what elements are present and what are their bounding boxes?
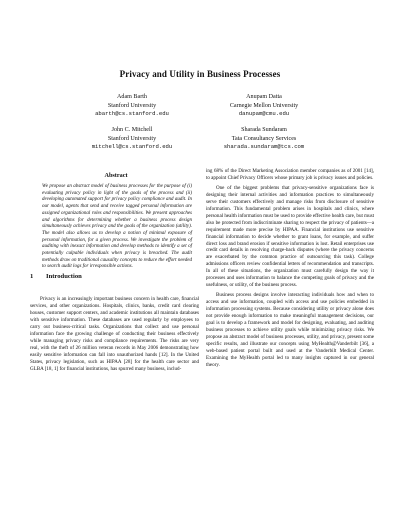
author-block <box>62 93 202 119</box>
paragraph: One of the biggest problems that privacy-sensitive organizations face is designing their internal activities and information practices to simultaneously serve their customers effectively and manage risks from disclosure of sensitive information. This fundamental problem arises in hospitals and clinics, where personal health information must be used to provide effective health care, but must also be protected from indiscriminate sharing to respect the privacy of patients—a requirement made more precise by HIPAA. Financial institutions use sensitive financial information to decide whether to grant loans, for example, and suffer direct loss and brand erosion if sensitive information is lost. Retail enterprises use credit card details in resolving charge-back disputes (where the privacy concerns are exacerbated by the common practice of outsourcing this task). College admissions officers review confidential letters of recommendation and transcripts. In all of these situations, the organization must carefully design the way it processes and uses information to balance the competing goals of privacy and the usefulness, or utility, of the business process. <box>206 184 374 289</box>
author-name: Adam Barth <box>117 94 147 100</box>
section-heading <box>30 273 200 280</box>
author-email: abarth@cs.stanford.edu <box>95 110 169 118</box>
section-number: 1 <box>30 273 34 280</box>
author-name: Sharada Sundaram <box>241 127 287 133</box>
author-block <box>194 126 334 152</box>
author-email: mitchell@cs.stanford.edu <box>91 143 173 151</box>
paragraph: Business process designs involve interacting individuals how and when to access and use information, coupled with access and use policies embedded in information processing systems. Because considering utility or privacy alone does not provide enough information to make meaningful management decisions, our goal is to develop a framework and model for designing, evaluating, and auditing business processes to achieve utility goals while minimizing privacy risks. We propose an abstract model of business processes, utility, and privacy, present some specific results, and illustrate our concepts using MyHealth@Vanderbilt [36], a web-based patient portal built and used at the Vanderbilt Medical Center. Examining the MyHealth portal led to many insights captured in our general theory. <box>206 292 374 368</box>
paragraph: ing 68% of the Direct Marketing Association member companies as of 2001 [14], to appoint Chief Privacy Officers whose primary job is privacy issues and policies. <box>206 168 374 181</box>
author-affiliation: Stanford University <box>107 102 157 109</box>
abstract-heading: Abstract <box>104 172 128 179</box>
section-title: Introduction <box>46 273 82 280</box>
author-block <box>62 126 202 152</box>
author-affiliation: Carnegie Mellon University <box>229 102 299 109</box>
author-name: John C. Mitchell <box>111 127 153 133</box>
author-affiliation: Stanford University <box>107 135 157 142</box>
author-email: sharada.sundaram@tcs.com <box>223 143 305 151</box>
author-name: Anupam Datta <box>246 94 282 100</box>
paragraph: Privacy is an increasingly important business concern in health care, financial services, and other organizations. Hospitals, clinics, banks, credit card clearing houses, customer support centers, and academic institutions all maintain databases with sensitive information. These databases are used regularly by employees to carry out business-critical tasks. Organizations that collect and use personal information face the growing challenge of conducting their business effectively while managing privacy risks and compliance requirements. The risks are very real, with the theft of 26 million veteran records in May 2006 demonstrating how easily sensitive information can fall into unauthorized hands [12]. In the United States, privacy legislation, such as HIPAA [28] for the health care sector and GLBA [18, 1] for financial institutions, has spurred many business, includ- <box>30 296 199 372</box>
right-column <box>206 168 374 369</box>
paper-title: Privacy and Utility in Business Processes <box>119 69 281 79</box>
author-email: danupam@cmu.edu <box>238 110 290 118</box>
abstract-text: We propose an abstract model of business processes for the purpose of (i) evaluating privacy policy in light of the goals of the process and (ii) developing automated support for privacy policy compliance and audit. In our model, agents that send and receive tagged personal information are assigned organizational roles and responsibilities. We present approaches and algorithms for determining whether a business process design simultaneously achieves privacy and the goals of the organization (utility). The model also allows us to develop a notion of minimal exposure of personal information, for a given process. We investigate the problem of auditing with inexact information and develop methods to identify a set of potentially culpable individuals when privacy is breached. The audit methods draw on traditional causality concepts to reduce the effort needed to search audit logs for irresponsible actions. <box>42 184 192 270</box>
left-column <box>30 296 199 372</box>
author-affiliation: Tata Consultancy Services <box>231 135 297 142</box>
author-block <box>194 93 334 119</box>
